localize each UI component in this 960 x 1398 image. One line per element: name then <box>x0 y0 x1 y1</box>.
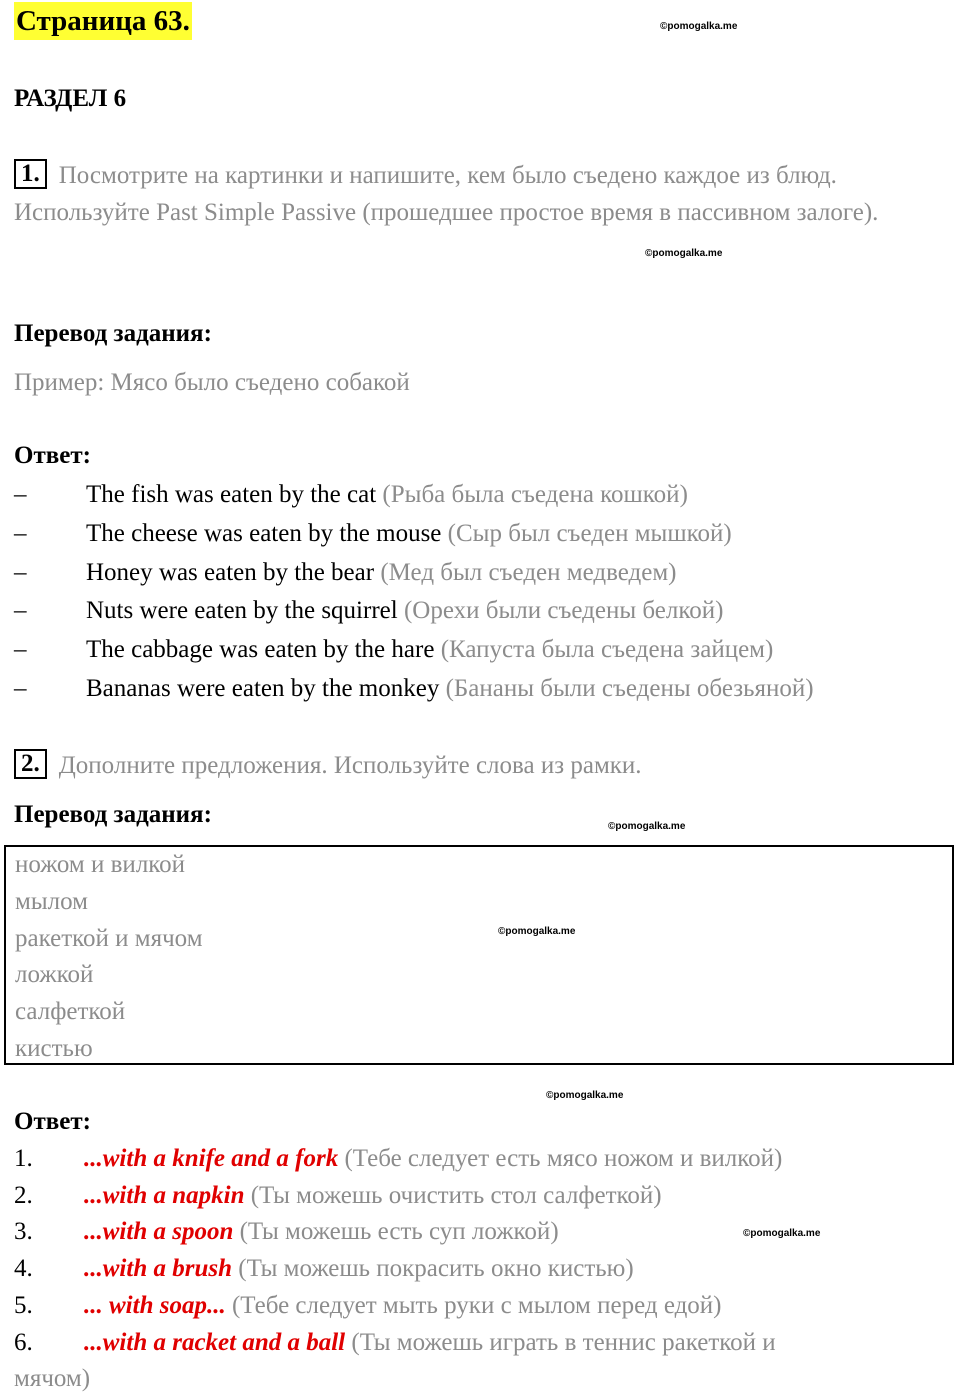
list-item <box>14 1141 934 1178</box>
list-item <box>14 594 814 633</box>
dash: – <box>14 636 27 664</box>
answer-russian: (Ты можешь очистить стол салфеткой) <box>250 1181 662 1209</box>
list-item <box>14 1288 934 1325</box>
watermark: ©pomogalka.me <box>645 248 723 259</box>
answer-english: ...with a racket and a ball <box>84 1328 346 1356</box>
word-box-item: ложкой <box>15 961 94 989</box>
word-box-item: мылом <box>15 887 88 915</box>
answer-russian: (Сыр был съеден мышкой) <box>447 519 732 547</box>
answer-russian: (Ты можешь покрасить окно кистью) <box>238 1255 634 1283</box>
page-title: Страница 63. <box>14 2 192 40</box>
item-number: 3. <box>14 1218 33 1246</box>
word-box-item: салфеткой <box>15 998 126 1026</box>
list-item <box>14 633 814 672</box>
answer-heading: Ответ: <box>14 1108 91 1135</box>
translation-heading: Перевод задания: <box>14 801 212 828</box>
answer-english: Bananas were eaten by the monkey <box>86 674 440 702</box>
answer-russian: (Рыба была съедена кошкой) <box>382 481 688 508</box>
list-item <box>14 1251 934 1288</box>
answer-russian: (Мед был съеден медведем) <box>380 558 677 586</box>
item-number: 6. <box>14 1328 33 1356</box>
answer-english: The cheese was eaten by the mouse <box>86 519 442 547</box>
task-1-number: 1. <box>14 159 47 189</box>
task-1-text: Посмотрите на картинки и напишите, кем было съедено каждое из блюд. Используйте Past Simple Passive (прошедшее простое время в пассивном залоге). <box>14 162 879 226</box>
task-2-answer-list <box>14 1141 934 1398</box>
dash: – <box>14 481 27 508</box>
item-number: 2. <box>14 1181 33 1209</box>
answer-english: ...with a brush <box>84 1255 232 1283</box>
translation-heading: Перевод задания: <box>14 320 212 347</box>
answer-russian: (Ты можешь играть в теннис ракеткой и <box>351 1328 776 1356</box>
answer-russian: (Тебе следует есть мясо ножом и вилкой) <box>344 1145 783 1172</box>
watermark: ©pomogalka.me <box>608 821 686 832</box>
task-1-translation: Пример: Мясо было съедено собакой <box>14 369 410 396</box>
dash: – <box>14 519 27 547</box>
list-item <box>14 556 814 595</box>
answer-english: ...with a knife and a fork <box>84 1145 339 1172</box>
task-2-text: Дополните предложения. Используйте слова из рамки. <box>58 752 642 779</box>
task-1-answer-list <box>14 478 814 711</box>
task-2-number: 2. <box>14 749 47 779</box>
list-item <box>14 517 814 556</box>
answer-russian: (Орехи были съедены белкой) <box>403 597 724 625</box>
answer-heading: Ответ: <box>14 442 91 469</box>
item-number: 4. <box>14 1255 33 1283</box>
answer-english: ...with a napkin <box>84 1181 245 1209</box>
answer-english: ... with soap... <box>84 1291 226 1319</box>
section-title: РАЗДЕЛ 6 <box>14 85 127 112</box>
answer-english: The cabbage was eaten by the hare <box>86 636 435 664</box>
item-number: 5. <box>14 1291 33 1319</box>
answer-russian: (Тебе следует мыть руки с мылом перед едой) <box>231 1291 722 1319</box>
word-box <box>4 845 954 1065</box>
watermark: ©pomogalka.me <box>498 926 576 937</box>
watermark: ©pomogalka.me <box>660 21 738 32</box>
watermark: ©pomogalka.me <box>743 1228 821 1239</box>
answer-english: The fish was eaten by the cat <box>86 481 377 508</box>
word-box-item: ракеткой и мячом <box>15 924 203 952</box>
dash: – <box>14 674 27 702</box>
watermark: ©pomogalka.me <box>546 1090 624 1101</box>
answer-russian: (Ты можешь есть суп ложкой) <box>239 1218 559 1246</box>
word-box-item: кистью <box>15 1034 93 1062</box>
dash: – <box>14 558 27 586</box>
answer-english: ...with a spoon <box>84 1218 234 1246</box>
answer-english: Nuts were eaten by the squirrel <box>86 597 398 625</box>
answer-russian: (Капуста была съедена зайцем) <box>440 636 774 664</box>
list-item <box>14 672 814 711</box>
task-2-instruction <box>14 747 944 784</box>
list-item <box>14 1178 934 1215</box>
answer-russian-continued: мячом) <box>14 1365 91 1393</box>
list-item <box>14 1325 934 1398</box>
task-1-instruction <box>14 157 944 231</box>
answer-english: Honey was eaten by the bear <box>86 558 375 586</box>
dash: – <box>14 597 27 625</box>
answer-russian: (Бананы были съедены обезьяной) <box>445 674 814 702</box>
word-box-item: ножом и вилкой <box>15 851 186 878</box>
item-number: 1. <box>14 1145 33 1172</box>
list-item <box>14 478 814 517</box>
